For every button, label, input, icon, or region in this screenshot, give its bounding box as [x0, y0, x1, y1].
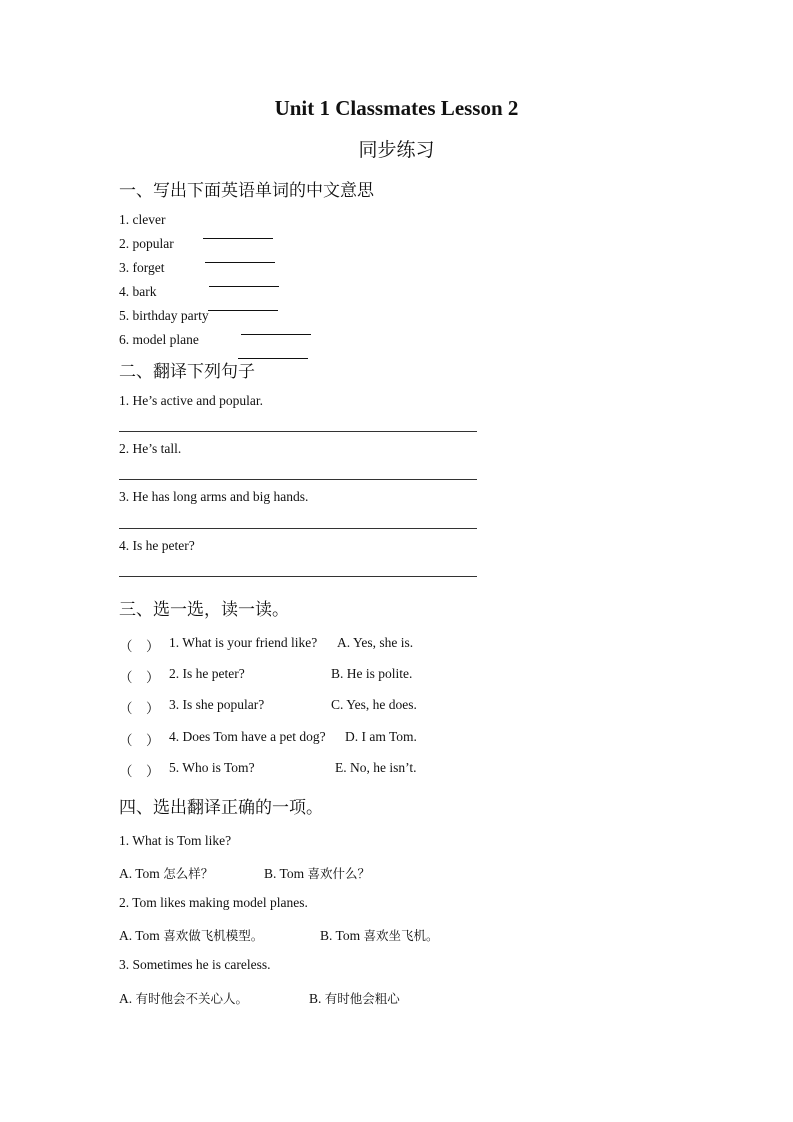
choice-option-b	[264, 864, 370, 882]
option-label: A. Tom	[119, 928, 160, 943]
match-answer: E. No, he isn’t.	[335, 760, 417, 775]
match-answer: D. I am Tom.	[345, 729, 417, 744]
match-answer: B. He is polite.	[331, 666, 413, 681]
answer-line	[119, 479, 477, 480]
choice-option-b	[320, 926, 438, 944]
option-text: 喜欢坐飞机。	[363, 928, 439, 943]
answer-paren: （ ）	[119, 639, 160, 654]
option-label: B. Tom	[320, 928, 361, 943]
option-text: 喜欢什么？	[307, 866, 370, 881]
choice-option-a	[119, 989, 248, 1007]
answer-blank	[209, 274, 279, 292]
option-text: 有时他会不关心人。	[135, 991, 249, 1006]
match-answer: A. Yes, she is.	[337, 635, 414, 650]
vocab-item: 6. model plane	[119, 332, 199, 347]
choice-question: 1. What is Tom like?	[119, 833, 232, 848]
vocab-item: 3. forget	[119, 260, 165, 275]
vocab-item: 5. birthday party	[119, 308, 209, 323]
section2-heading: 二、翻译下列句子	[119, 362, 255, 382]
option-label: B. Tom	[264, 866, 305, 881]
sentence-item: 2. He’s tall.	[119, 441, 182, 456]
match-question: 4. Does Tom have a pet dog?	[169, 729, 326, 744]
match-answer: C. Yes, he does.	[331, 697, 417, 712]
answer-line	[119, 528, 477, 529]
option-text: 有时他会粗心	[324, 991, 400, 1006]
answer-blank	[208, 298, 278, 316]
option-text: 喜欢做飞机模型。	[163, 928, 264, 943]
choice-option-a	[119, 864, 213, 882]
match-question: 2. Is he peter?	[169, 666, 245, 681]
match-question: 1. What is your friend like?	[169, 635, 318, 650]
answer-paren: （ ）	[119, 670, 160, 685]
answer-blank	[205, 250, 275, 268]
answer-paren: （ ）	[119, 733, 160, 748]
section1-heading: 一、写出下面英语单词的中文意思	[119, 181, 374, 201]
section4-heading: 四、选出翻译正确的一项。	[119, 798, 323, 818]
sentence-item: 1. He’s active and popular.	[119, 393, 263, 408]
sentence-item: 4. Is he peter?	[119, 538, 195, 553]
sentence-item: 3. He has long arms and big hands.	[119, 489, 309, 504]
match-question: 5. Who is Tom?	[169, 760, 255, 775]
option-text: 怎么样？	[163, 866, 214, 881]
match-question: 3. Is she popular?	[169, 697, 265, 712]
section3-heading: 三、选一选，读一读。	[119, 600, 289, 620]
answer-line	[119, 431, 477, 432]
vocab-item: 4. bark	[119, 284, 157, 299]
choice-option-a	[119, 926, 263, 944]
vocab-item: 2. popular	[119, 236, 174, 251]
vocab-item: 1. clever	[119, 212, 166, 227]
page-subtitle: 同步练习	[358, 139, 435, 161]
choice-option-b	[309, 989, 400, 1007]
answer-blank	[241, 322, 311, 340]
answer-blank	[203, 226, 273, 244]
option-label: A.	[119, 991, 133, 1006]
answer-paren: （ ）	[119, 764, 160, 779]
answer-paren: （ ）	[119, 701, 160, 716]
choice-question: 2. Tom likes making model planes.	[119, 895, 308, 910]
choice-question: 3. Sometimes he is careless.	[119, 957, 271, 972]
page-title: Unit 1 Classmates Lesson 2	[274, 96, 519, 120]
option-label: A. Tom	[119, 866, 160, 881]
answer-line	[119, 576, 477, 577]
option-label: B.	[309, 991, 322, 1006]
